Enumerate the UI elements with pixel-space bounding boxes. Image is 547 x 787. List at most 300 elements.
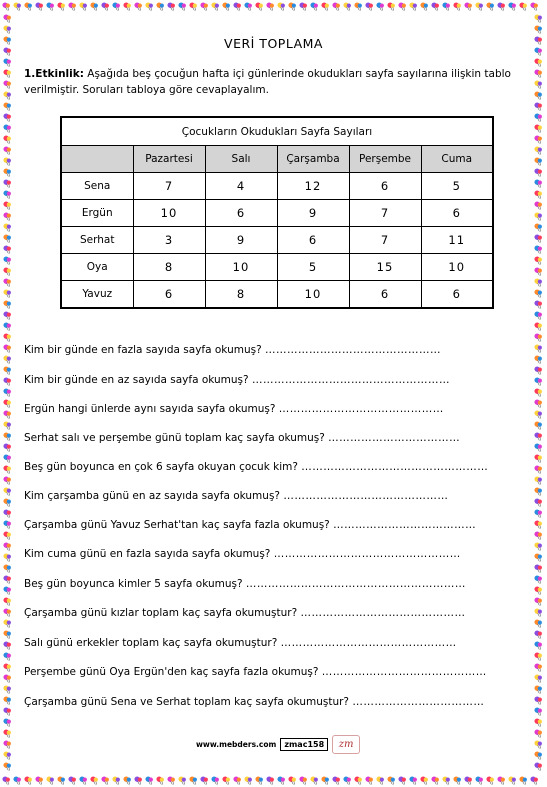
footer-logo: zm [332,735,360,754]
balloon-icon [464,2,473,11]
balloon-icon [534,641,543,650]
child-name: Sena [61,173,133,200]
balloon-icon [3,355,12,364]
day-header: Cuma [421,146,493,173]
balloon-icon [3,333,12,342]
balloon-icon [3,344,12,353]
balloon-icon [409,2,418,11]
balloon-icon [3,520,12,529]
balloon-icon [101,2,110,11]
page-count-cell: 7 [349,200,421,227]
balloon-icon [387,776,396,785]
balloon-icon [3,80,12,89]
balloon-icon [497,776,506,785]
balloon-icon [464,776,473,785]
balloon-icon [398,776,407,785]
balloon-icon [244,776,253,785]
page-count-cell: 4 [205,173,277,200]
day-header: Pazartesi [133,146,205,173]
balloon-icon [112,776,121,785]
balloon-icon [3,674,12,683]
child-name: Oya [61,254,133,281]
balloon-icon [222,2,231,11]
balloon-icon [431,776,440,785]
balloon-icon [145,776,154,785]
balloon-icon [145,2,154,11]
child-name: Ergün [61,200,133,227]
balloon-icon [321,776,330,785]
balloon-icon [101,776,110,785]
table-caption: Çocukların Okudukları Sayfa Sayıları [61,117,493,146]
decorative-border-top [0,0,547,14]
balloon-icon [365,776,374,785]
balloon-icon [3,421,12,430]
decorative-border-right [531,0,547,787]
decorative-border-left [0,0,16,787]
balloon-icon [255,776,264,785]
balloon-icon [211,2,220,11]
balloon-icon [57,776,66,785]
answer-line[interactable]: …………………………………………………… [245,578,466,590]
balloon-icon [222,776,231,785]
balloon-icon [3,542,12,551]
page-title: VERİ TOPLAMA [224,36,323,51]
balloon-icon [534,707,543,716]
child-name: Serhat [61,227,133,254]
balloon-icon [288,2,297,11]
balloon-icon [534,432,543,441]
balloon-icon [534,663,543,672]
balloon-icon [189,776,198,785]
balloon-icon [534,58,543,67]
answer-line[interactable]: ……………………………… [352,696,485,708]
balloon-icon [534,751,543,760]
balloon-icon [475,2,484,11]
question-7: Çarşamba günü Yavuz Serhat'tan kaç sayfa fazla okumuş? ………………………………… [24,519,477,531]
balloon-icon [3,762,12,771]
answer-line[interactable]: ………………………………………… [280,637,457,649]
balloon-icon [3,388,12,397]
balloon-icon [420,2,429,11]
table-corner-cell [61,146,133,173]
balloon-icon [233,2,242,11]
balloon-icon [519,2,528,11]
page-count-cell: 9 [277,200,349,227]
balloon-icon [534,25,543,34]
balloon-icon [534,91,543,100]
balloon-icon [534,487,543,496]
balloon-icon [332,776,341,785]
balloon-icon [442,2,451,11]
balloon-icon [354,776,363,785]
balloon-icon [534,113,543,122]
balloon-icon [534,498,543,507]
question-5: Beş gün boyunca en çok 6 sayfa okuyan çocuk kim? …………………………………………… [24,461,489,473]
question-9: Beş gün boyunca kimler 5 sayfa okumuş? …………………………………………………… [24,578,466,590]
balloon-icon [189,2,198,11]
balloon-icon [534,564,543,573]
balloon-icon [123,2,132,11]
balloon-icon [112,2,121,11]
activity-intro [24,66,514,98]
decorative-border-bottom [0,773,547,787]
balloon-icon [365,2,374,11]
question-2: Kim bir günde en az sayıda sayfa okumuş? ……………………………………………… [24,374,450,386]
answer-line[interactable]: ……………………………………… [300,607,466,619]
balloon-icon [299,2,308,11]
balloon-icon [534,674,543,683]
table-row [61,173,493,200]
day-header: Çarşamba [277,146,349,173]
question-13: Çarşamba günü Sena ve Serhat toplam kaç sayfa okumuştur? ……………………………… [24,696,485,708]
page-count-cell: 6 [421,200,493,227]
balloon-icon [534,311,543,320]
balloon-icon [46,776,55,785]
balloon-icon [134,2,143,11]
balloon-icon [453,2,462,11]
balloon-icon [343,2,352,11]
balloon-icon [534,597,543,606]
balloon-icon [534,575,543,584]
balloon-icon [486,776,495,785]
balloon-icon [3,278,12,287]
balloon-icon [3,575,12,584]
balloon-icon [3,707,12,716]
balloon-icon [277,2,286,11]
activity-text: Aşağıda beş çocuğun hafta içi günlerinde okudukları sayfa sayılarına ilişkin tablo verilmiştir. Soruları tabloya göre cevaplayalım. [24,68,511,96]
balloon-icon [3,564,12,573]
balloon-icon [534,740,543,749]
balloon-icon [534,355,543,364]
page-count-cell: 5 [421,173,493,200]
page-count-cell: 6 [205,200,277,227]
page-count-cell: 11 [421,227,493,254]
balloon-icon [3,443,12,452]
balloon-icon [3,58,12,67]
balloon-icon [534,454,543,463]
balloon-icon [3,201,12,210]
balloon-icon [453,776,462,785]
page-count-cell: 10 [205,254,277,281]
balloon-icon [343,776,352,785]
balloon-icon [534,553,543,562]
balloon-icon [442,776,451,785]
balloon-icon [24,776,33,785]
balloon-icon [3,223,12,232]
balloon-icon [534,322,543,331]
answer-line[interactable]: …………………………………………… [301,461,489,473]
child-name: Yavuz [61,281,133,309]
balloon-icon [534,333,543,342]
footer-site: www.mebders.com [196,739,277,749]
balloon-icon [534,366,543,375]
balloon-icon [167,2,176,11]
balloon-icon [3,311,12,320]
page-count-cell: 7 [349,227,421,254]
balloon-icon [3,498,12,507]
balloon-icon [68,776,77,785]
balloon-icon [354,2,363,11]
balloon-icon [497,2,506,11]
balloon-icon [3,740,12,749]
balloon-icon [35,776,44,785]
page-count-cell: 6 [133,281,205,309]
balloon-icon [534,135,543,144]
balloon-icon [3,586,12,595]
balloon-icon [3,289,12,298]
balloon-icon [321,2,330,11]
balloon-icon [508,776,517,785]
reading-table [60,116,494,309]
question-10: Çarşamba günü kızlar toplam kaç sayfa okumuştur? ……………………………………… [24,607,466,619]
page-count-cell: 7 [133,173,205,200]
balloon-icon [90,776,99,785]
balloon-icon [3,212,12,221]
balloon-icon [3,509,12,518]
balloon-icon [534,80,543,89]
balloon-icon [534,245,543,254]
balloon-icon [233,776,242,785]
page-count-cell: 6 [349,281,421,309]
page-count-cell: 15 [349,254,421,281]
balloon-icon [3,729,12,738]
balloon-icon [3,553,12,562]
balloon-icon [200,2,209,11]
balloon-icon [534,586,543,595]
balloon-icon [534,223,543,232]
page-count-cell: 5 [277,254,349,281]
page-count-cell: 10 [133,200,205,227]
balloon-icon [534,718,543,727]
balloon-icon [519,776,528,785]
balloon-icon [211,776,220,785]
balloon-icon [398,2,407,11]
balloon-icon [3,718,12,727]
balloon-icon [534,729,543,738]
page-count-cell: 8 [205,281,277,309]
balloon-icon [534,630,543,639]
answer-line[interactable]: ……………………………………………… [251,374,450,386]
balloon-icon [3,135,12,144]
balloon-icon [3,69,12,78]
balloon-icon [3,751,12,760]
balloon-icon [534,619,543,628]
balloon-icon [534,278,543,287]
table-row [61,281,493,309]
page-count-cell: 3 [133,227,205,254]
balloon-icon [534,69,543,78]
balloon-icon [534,179,543,188]
balloon-icon [277,776,286,785]
balloon-icon [534,201,543,210]
balloon-icon [534,465,543,474]
balloon-icon [475,776,484,785]
balloon-icon [3,454,12,463]
balloon-icon [3,531,12,540]
day-header: Salı [205,146,277,173]
balloon-icon [310,2,319,11]
balloon-icon [68,2,77,11]
balloon-icon [310,776,319,785]
balloon-icon [266,776,275,785]
balloon-icon [167,776,176,785]
table-row [61,254,493,281]
balloon-icon [3,256,12,265]
balloon-icon [24,2,33,11]
balloon-icon [3,641,12,650]
balloon-icon [534,531,543,540]
balloon-icon [3,399,12,408]
balloon-icon [3,146,12,155]
answer-line[interactable]: ……………………………………… [278,403,444,415]
balloon-icon [3,234,12,243]
question-6: Kim çarşamba günü en az sayıda sayfa okumuş? ……………………………………… [24,490,449,502]
answer-line[interactable]: ………………………………… [333,519,477,531]
balloon-icon [3,366,12,375]
balloon-icon [200,776,209,785]
balloon-icon [3,91,12,100]
page-count-cell: 6 [421,281,493,309]
balloon-icon [3,322,12,331]
balloon-icon [534,399,543,408]
balloon-icon [35,2,44,11]
balloon-icon [3,124,12,133]
balloon-icon [486,2,495,11]
balloon-icon [288,776,297,785]
question-11: Salı günü erkekler toplam kaç sayfa okumuştur? ………………………………………… [24,637,457,649]
balloon-icon [3,179,12,188]
balloon-icon [3,102,12,111]
balloon-icon [3,685,12,694]
balloon-icon [534,124,543,133]
balloon-icon [534,542,543,551]
balloon-icon [244,2,253,11]
balloon-icon [156,2,165,11]
balloon-icon [3,487,12,496]
balloon-icon [178,2,187,11]
balloon-icon [255,2,264,11]
balloon-icon [3,652,12,661]
balloon-icon [534,762,543,771]
balloon-icon [534,212,543,221]
balloon-icon [534,520,543,529]
day-header: Perşembe [349,146,421,173]
balloon-icon [332,2,341,11]
balloon-icon [409,776,418,785]
balloon-icon [534,608,543,617]
balloon-icon [534,344,543,353]
question-12: Perşembe günü Oya Ergün'den kaç sayfa fazla okumuş? ……………………………………… [24,666,487,678]
balloon-icon [134,776,143,785]
page-count-cell: 9 [205,227,277,254]
balloon-icon [534,652,543,661]
balloon-icon [534,300,543,309]
balloon-icon [57,2,66,11]
balloon-icon [534,685,543,694]
balloon-icon [79,776,88,785]
balloon-icon [534,190,543,199]
balloon-icon [3,245,12,254]
answer-line[interactable]: ……………………………… [328,432,461,444]
balloon-icon [534,256,543,265]
balloon-icon [376,776,385,785]
balloon-icon [3,465,12,474]
balloon-icon [3,432,12,441]
balloon-icon [3,619,12,628]
balloon-icon [3,608,12,617]
question-3: Ergün hangi ünlerde aynı sayıda sayfa okumuş? ……………………………………… [24,403,444,415]
table-row [61,227,493,254]
balloon-icon [534,146,543,155]
balloon-icon [46,2,55,11]
balloon-icon [90,2,99,11]
balloon-icon [387,2,396,11]
balloon-icon [299,776,308,785]
balloon-icon [534,267,543,276]
answer-line[interactable]: ……………………………………… [283,490,449,502]
balloon-icon [534,102,543,111]
balloon-icon [156,776,165,785]
balloon-icon [3,597,12,606]
balloon-icon [3,157,12,166]
balloon-icon [3,663,12,672]
balloon-icon [534,157,543,166]
balloon-icon [3,410,12,419]
balloon-icon [79,2,88,11]
balloon-icon [3,14,12,23]
balloon-icon [3,476,12,485]
page-count-cell: 10 [421,254,493,281]
page-count-cell: 8 [133,254,205,281]
balloon-icon [420,776,429,785]
balloon-icon [3,300,12,309]
balloon-icon [376,2,385,11]
page-count-cell: 12 [277,173,349,200]
answer-line[interactable]: ………………………………………… [265,344,441,356]
activity-label: 1.Etkinlik: [24,68,84,80]
balloon-icon [534,410,543,419]
balloon-icon [534,443,543,452]
balloon-icon [534,509,543,518]
balloon-icon [534,289,543,298]
balloon-icon [3,696,12,705]
question-8: Kim cuma günü en fazla sayıda sayfa okumuş? …………………………………………… [24,548,461,560]
balloon-icon [534,377,543,386]
balloon-icon [3,190,12,199]
page-count-cell: 6 [349,173,421,200]
balloon-icon [3,113,12,122]
balloon-icon [178,776,187,785]
balloon-icon [3,168,12,177]
footer [196,735,360,753]
balloon-icon [534,476,543,485]
question-4: Serhat salı ve perşembe günü toplam kaç sayfa okumuş? ……………………………… [24,432,461,444]
balloon-icon [3,630,12,639]
balloon-icon [508,2,517,11]
balloon-icon [3,377,12,386]
balloon-icon [534,696,543,705]
answer-line[interactable]: ……………………………………… [321,666,487,678]
balloon-icon [431,2,440,11]
question-1: Kim bir günde en fazla sayıda sayfa okumuş? ………………………………………… [24,344,441,356]
footer-badge: zmac158 [280,738,328,751]
page-count-cell: 10 [277,281,349,309]
answer-line[interactable]: …………………………………………… [273,548,461,560]
balloon-icon [266,2,275,11]
balloon-icon [3,267,12,276]
page-count-cell: 6 [277,227,349,254]
balloon-icon [534,168,543,177]
